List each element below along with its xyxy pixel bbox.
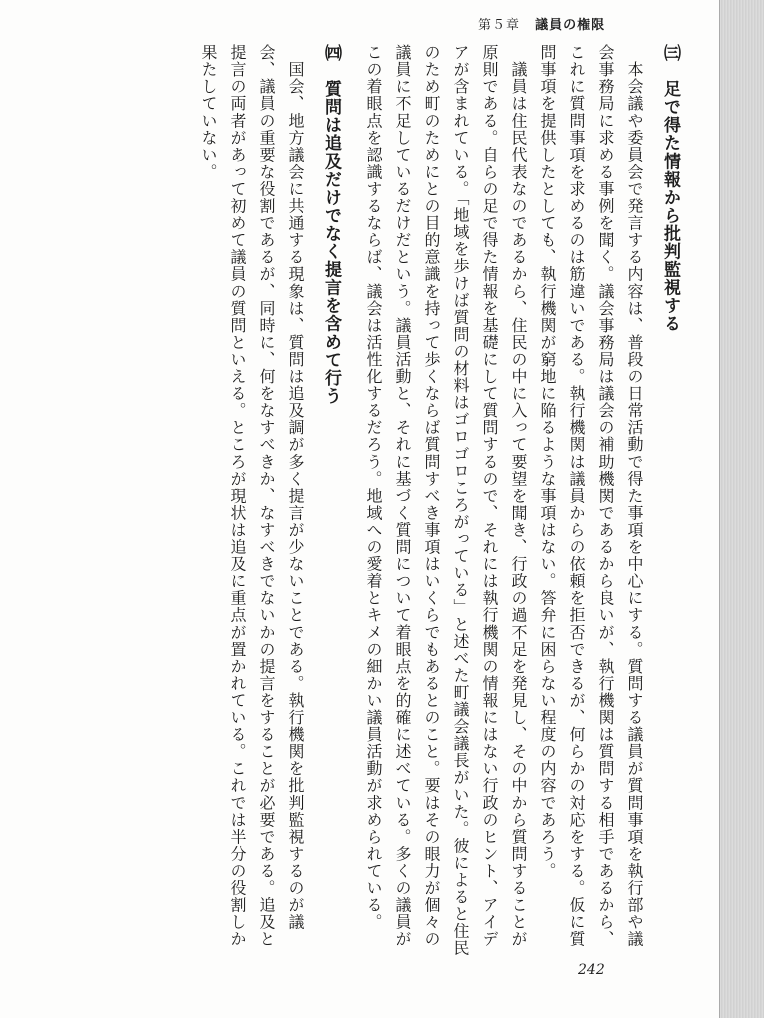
- chapter-title: 議員の権限: [535, 18, 606, 33]
- section-3-heading: ㈢ 足で得た情報から批判監視する: [660, 44, 680, 333]
- chapter-number: 第５章: [478, 18, 521, 33]
- page-number: 242: [578, 962, 605, 978]
- paragraph-text: 本会議や委員会で発言する内容は、普段の日常活動で得た事項を中心にする。質問する議員が質問事項を執行部や議会事務局に求める事例を聞く。議会事務局は議会の補助機関であるから良いが、執行機関は質問する相手であるから、これに質問事項を求めるのは筋違いである。執行機関は議員からの依頼を拒否できるが、何らかの対応をする。仮に質問事項を提供したとしても、執行機関が窮地に陥るような事項はない。答弁に困らない程度の内容であろう。: [538, 44, 644, 948]
- body-text: [194, 44, 684, 964]
- section-4-paragraph-1: [194, 44, 310, 964]
- running-header: [478, 14, 605, 33]
- paragraph-text: 国会、地方議会に共通する現象は、質問は追及調が多く提言が少ないことである。執行機関を批判監視するのが議会、議員の重要な役割であるが、同時に、何をなすべきか、なすべきでないかの提言をすることが必要である。追及と提言の両者があって初めて議員の質問といえる。ところが現状は追及に重点が置かれている。これでは半分の役割しか果たしていない。: [199, 44, 305, 948]
- paragraph-text: 議員は住民代表なのであるから、住民の中に入って要望を聞き、行政の過不足を発見し、その中から質問することが原則である。自らの足で得た情報を基礎にして質問するので、それには執行機関の情報にはない行政のヒント、アイデアが含まれている。「地域を歩けば質問の材料はゴロゴロころがっている」と述べた町議会議長がいた。彼によると住民のため町のためにとの目的意識を持って歩くならば質問すべき事項はいくらでもあるとのこと。要はその眼力が個々の議員に不足しているだけだという。議員活動と、それに基づく質問について着眼点を的確に述べている。多くの議員がこの着眼点を認識するならば、議会は活性化するだろう。地域への愛着とキメの細かい議員活動が求められている。: [364, 44, 528, 957]
- section-spacer: [345, 44, 359, 964]
- section-3-paragraph-1: [533, 44, 649, 964]
- page-stack-edge: [719, 0, 764, 1018]
- section-3-paragraph-2: [359, 44, 533, 964]
- section-4-heading: ㈣ 質問は追及だけでなく提言を含めて行う: [321, 44, 341, 405]
